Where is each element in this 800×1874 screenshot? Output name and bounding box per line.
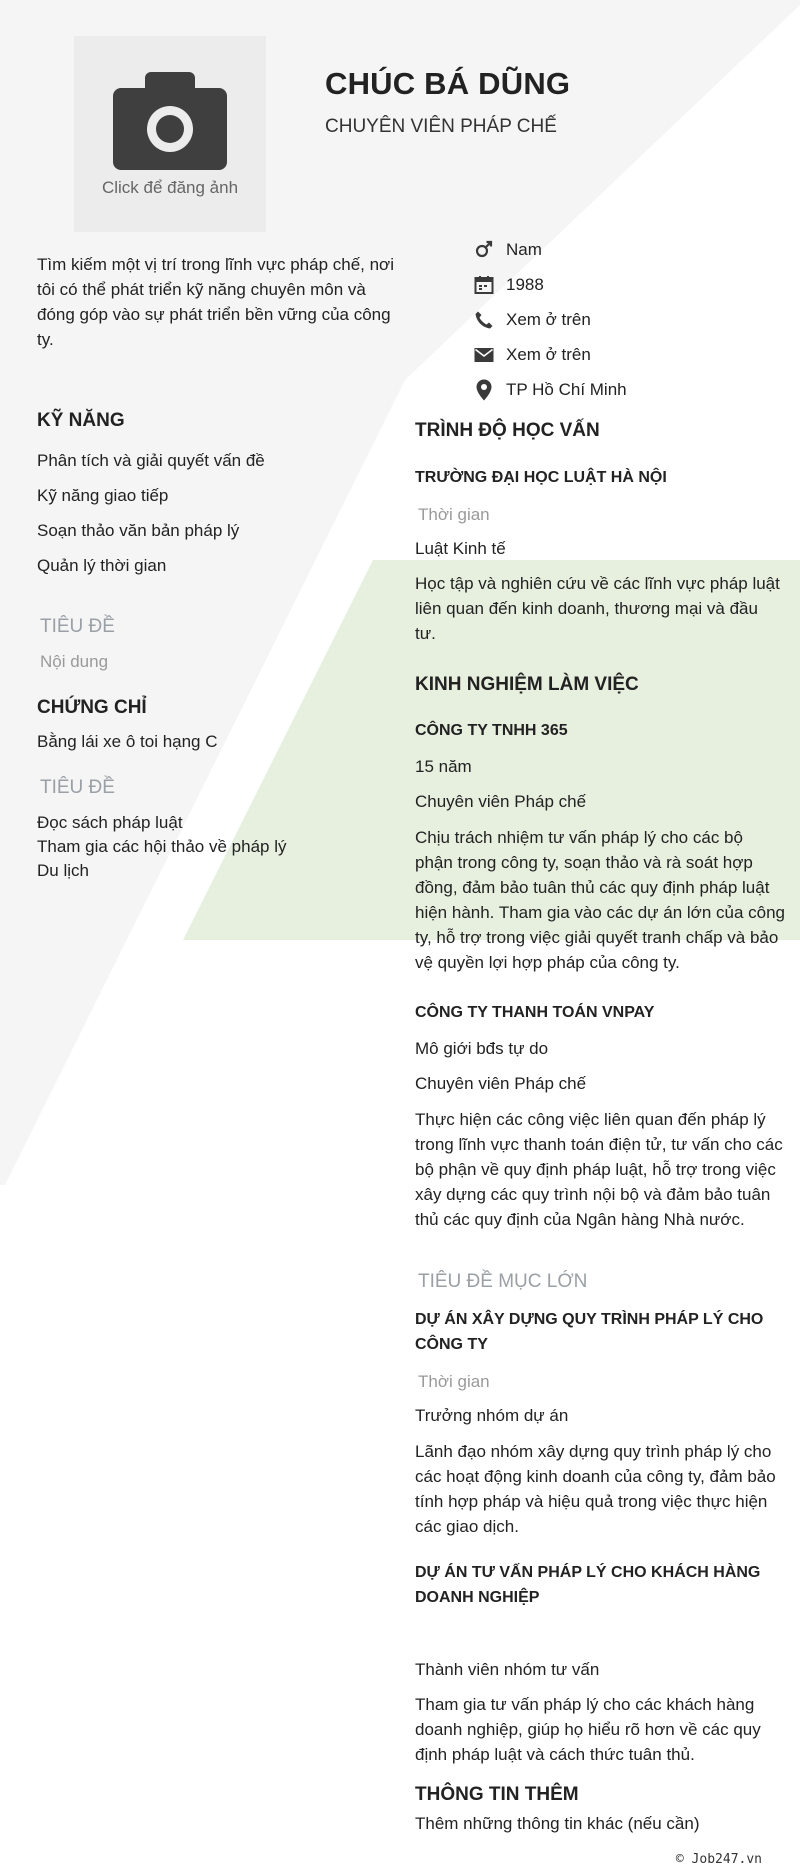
job-company: CÔNG TY THANH TOÁN VNPAY xyxy=(415,1004,655,1021)
placeholder-heading: TIÊU ĐỀ xyxy=(40,616,115,637)
contact-birth xyxy=(472,267,627,302)
contact-email xyxy=(472,337,627,372)
calendar-icon xyxy=(472,273,496,297)
project-description: Lãnh đạo nhóm xây dựng quy trình pháp lý cho các hoạt động kinh doanh của công ty, đảm bảo tính hợp pháp và hiệu quả trong việc thực hiện các giao dịch. xyxy=(415,1442,776,1536)
education-major: Luật Kinh tế xyxy=(415,539,506,558)
hobby-item: Du lịch xyxy=(37,861,89,880)
job-position: Chuyên viên Pháp chế xyxy=(415,792,587,811)
job-title: CHUYÊN VIÊN PHÁP CHẾ xyxy=(325,116,557,137)
additional-content: Thêm những thông tin khác (nếu cần) xyxy=(415,1814,700,1833)
contact-gender xyxy=(472,232,627,267)
project-role: Trưởng nhóm dự án xyxy=(415,1406,569,1425)
hobbies-heading: TIÊU ĐỀ xyxy=(40,777,115,798)
phone-icon xyxy=(472,308,496,332)
skill-item: Kỹ năng giao tiếp xyxy=(37,486,169,505)
skill-item: Quản lý thời gian xyxy=(37,556,167,575)
job-description: Chịu trách nhiệm tư vấn pháp lý cho các bộ phận trong công ty, soạn thảo và rà soát hợp đồng, đảm bảo tuân thủ các quy định pháp luật hiện hành. Tham gia vào các dự án lớn của công ty, hỗ trợ trong việc giải quyết tranh chấp và bảo vệ quyền lợi hợp pháp của công ty. xyxy=(415,828,786,972)
candidate-name: CHÚC BÁ DŨNG xyxy=(325,66,571,101)
skill-item: Phân tích và giải quyết vấn đề xyxy=(37,451,265,470)
job-period: Mô giới bđs tự do xyxy=(415,1039,549,1058)
hobby-item: Đọc sách pháp luật xyxy=(37,813,183,832)
gender-value: Nam xyxy=(506,239,542,259)
job-position: Chuyên viên Pháp chế xyxy=(415,1074,587,1093)
project-role: Thành viên nhóm tư vấn xyxy=(415,1660,600,1679)
education-heading: TRÌNH ĐỘ HỌC VẤN xyxy=(415,420,600,441)
phone-value: Xem ở trên xyxy=(506,309,591,329)
address-value: TP Hồ Chí Minh xyxy=(506,379,627,399)
location-icon xyxy=(472,378,496,402)
birth-year-value: 1988 xyxy=(506,274,544,294)
photo-upload[interactable] xyxy=(74,36,266,232)
skill-item: Soạn thảo văn bản pháp lý xyxy=(37,521,240,540)
job-company: CÔNG TY TNHH 365 xyxy=(415,722,568,739)
camera-icon xyxy=(111,70,229,172)
project-name: DỰ ÁN TƯ VẤN PHÁP LÝ CHO KHÁCH HÀNG DOANH NGHIỆP xyxy=(415,1564,761,1606)
certificate-item: Bằng lái xe ô toi hạng C xyxy=(37,732,218,751)
email-icon xyxy=(472,343,496,367)
photo-label: Click để đăng ảnh xyxy=(101,178,239,197)
footer-watermark: © Job247.vn xyxy=(675,1852,762,1867)
experience-heading: KINH NGHIỆM LÀM VIỆC xyxy=(415,674,639,695)
additional-heading: THÔNG TIN THÊM xyxy=(415,1784,579,1805)
contact-info xyxy=(472,232,627,407)
hobbies-list xyxy=(37,811,286,883)
hobby-item: Tham gia các hội thảo về pháp lý xyxy=(37,837,287,856)
education-time: Thời gian xyxy=(418,505,490,524)
job-description: Thực hiện các công việc liên quan đến pháp lý trong lĩnh vực thanh toán điện tử, tư vấn cho các bộ phận về quy định pháp luật, hỗ trợ trong việc xây dựng các quy trình nội bộ và đảm bảo tuân thủ các quy định của Ngân hàng Nhà nước. xyxy=(415,1110,783,1229)
skills-heading: KỸ NĂNG xyxy=(37,410,125,431)
projects-heading: TIÊU ĐỀ MỤC LỚN xyxy=(418,1271,588,1292)
certificates-heading: CHỨNG CHỈ xyxy=(37,697,147,718)
career-objective: Tìm kiếm một vị trí trong lĩnh vực pháp chế, nơi tôi có thể phát triển kỹ năng chuyên môn và đóng góp vào sự phát triển bền vững của công ty. xyxy=(37,255,394,349)
education-school: TRƯỜNG ĐẠI HỌC LUẬT HÀ NỘI xyxy=(415,469,667,486)
gender-icon xyxy=(472,238,496,262)
placeholder-content: Nội dung xyxy=(40,652,109,671)
project-name: DỰ ÁN XÂY DỰNG QUY TRÌNH PHÁP LÝ CHO CÔNG TY xyxy=(415,1311,764,1353)
project-time: Thời gian xyxy=(418,1372,490,1391)
job-period: 15 năm xyxy=(415,757,472,776)
contact-address xyxy=(472,372,627,407)
project-description: Tham gia tư vấn pháp lý cho các khách hàng doanh nghiệp, giúp họ hiểu rõ hơn về các quy định pháp luật và cách thức tuân thủ. xyxy=(415,1695,761,1764)
contact-phone xyxy=(472,302,627,337)
education-description: Học tập và nghiên cứu về các lĩnh vực pháp luật liên quan đến kinh doanh, thương mại và đầu tư. xyxy=(415,574,780,643)
email-value: Xem ở trên xyxy=(506,344,591,364)
